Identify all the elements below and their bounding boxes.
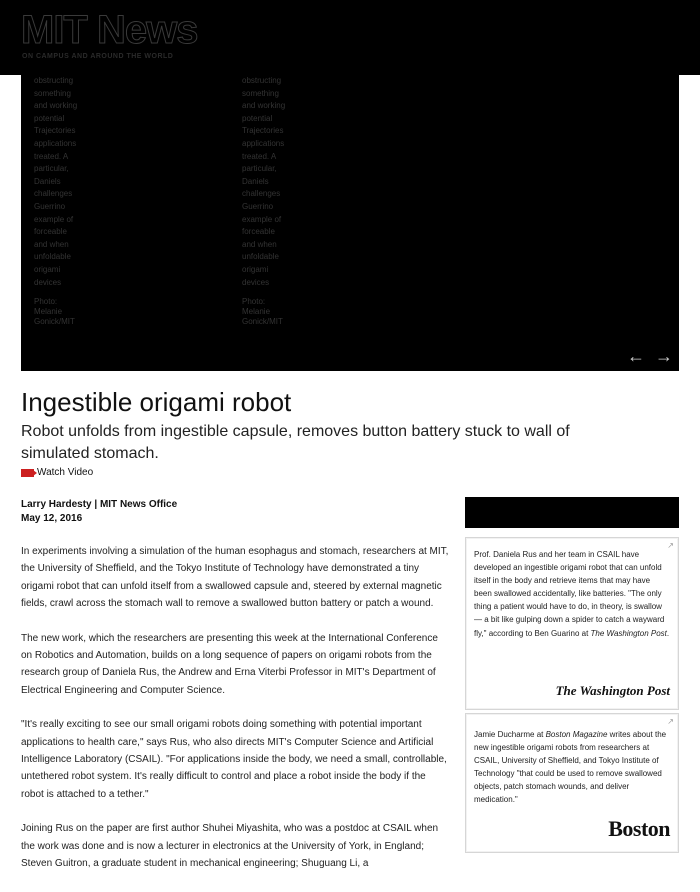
site-tagline: ON CAMPUS AND AROUND THE WORLD (22, 53, 174, 60)
press-card[interactable] (465, 537, 679, 710)
slide-caption-line: potential (34, 113, 65, 123)
slide-caption-line: example of (34, 214, 74, 224)
image-slideshow[interactable] (21, 75, 679, 371)
slide-caption-line: unfoldable (242, 252, 279, 262)
slide-caption-line: particular, (34, 164, 69, 174)
article-date: May 12, 2016 (21, 513, 83, 524)
slide-caption-line: challenges (34, 189, 73, 199)
slide-caption-line: applications (242, 138, 285, 148)
slide-photo-credit: Melanie (242, 307, 271, 317)
slide-caption-line: and working (242, 101, 286, 111)
article-paragraph: "It's really exciting to see our small origami robots doing something with potential important applications to health care," says Rus, who also directs MIT's Computer Science and Artificial Intelligence Laboratory (CSAIL). "For applications inside the body, we need a small, controllable, untethered robot system. It's really difficult to control and place a robot inside the body if the robot is attached to a tether." (21, 719, 447, 800)
slide-caption-line: example of (242, 214, 282, 224)
slide-caption-line: forceable (242, 227, 275, 237)
slide-caption-line: devices (34, 277, 62, 287)
article-author: Larry Hardesty | MIT News Office (21, 499, 178, 510)
slide-caption-line: treated. A (242, 151, 277, 161)
external-link-icon[interactable]: ↗ (667, 717, 674, 726)
slide-caption-line: particular, (242, 164, 277, 174)
video-camera-icon (21, 469, 34, 477)
slide-caption-line: something (242, 88, 279, 98)
slide-photo-credit: Gonick/MIT (242, 317, 283, 327)
slide-caption-line: obstructing (34, 76, 74, 85)
slide-caption-line: Trajectories (34, 126, 76, 136)
article-paragraph: Joining Rus on the paper are first author Shuhei Miyashita, who was a postdoc at CSAIL when the work was done and is now a lecturer in electronics at the University of York, in England; Steven Guitron, a graduate student in mechanical engineering; Shuguang Li, a (21, 823, 439, 870)
slide-caption-line: treated. A (34, 151, 69, 161)
site-logo[interactable]: MIT News (21, 8, 198, 52)
article-title: Ingestible origami robot (21, 387, 292, 417)
slide-caption-line: applications (34, 138, 77, 148)
slide-caption-line: unfoldable (34, 252, 71, 262)
watch-video-link[interactable] (21, 467, 93, 478)
watch-video-label: Watch Video (37, 467, 94, 478)
slide-caption-line: potential (242, 113, 273, 123)
article-paragraph: The new work, which the researchers are presenting this week at the International Conference on Robotics and Automation, builds on a long sequence of papers on origami robots from the research group of Daniela Rus, the Andrew and Erna Viterbi Professor in MIT's Department of Electrical Engineering and Computer Science. (21, 632, 438, 696)
arrow-left-icon[interactable]: ← (627, 346, 645, 366)
press-card-text: Jamie Ducharme at Boston Magazine writes about the new ingestible origami robots from researchers at CSAIL, University of Sheffield, and Tokyo Institute of Technology "that could be used to remove swallowed objects, patch stomach wounds, and deliver medication." (474, 730, 667, 805)
press-card[interactable] (465, 713, 679, 853)
slide-caption-line: Guerrino (242, 201, 274, 211)
slide-caption-line: Trajectories (242, 126, 284, 136)
slide-caption-line: something (34, 88, 71, 98)
slideshow-controls (627, 347, 673, 365)
slide-caption-line: devices (242, 277, 270, 287)
arrow-right-icon[interactable]: → (655, 346, 673, 366)
slide-photo-credit: Photo: (34, 297, 58, 307)
slide-caption-right (242, 75, 302, 327)
article-byline (21, 498, 177, 526)
slide-caption-line: Guerrino (34, 201, 66, 211)
slide-caption-line: challenges (242, 189, 281, 199)
slide-caption-line: Daniels (34, 176, 61, 186)
article-paragraph: In experiments involving a simulation of the human esophagus and stomach, researchers at MIT, the University of Sheffield, and the Tokyo Institute of Technology have demonstrated a tiny origami robot that can unfold itself from a swallowed capsule and, steered by external magnetic fields, crawl across the stomach wall to remove a swallowed button battery or patch a wound. (21, 546, 449, 610)
press-publication: Boston Magazine (545, 730, 608, 739)
slide-caption-line: and when (34, 239, 69, 249)
slide-caption-line: and working (34, 101, 78, 111)
slide-caption-line: origami (34, 264, 61, 274)
article-body (21, 543, 451, 890)
boston-magazine-logo: Boston (608, 816, 670, 841)
slide-caption-line: and when (242, 239, 277, 249)
site-header (0, 0, 700, 75)
slide-caption-line: obstructing (242, 76, 282, 85)
washington-post-logo: The Washington Post (555, 683, 670, 698)
article-subtitle: Robot unfolds from ingestible capsule, removes button battery stuck to wall of simulated stomach. (21, 423, 570, 462)
press-publication: The Washington Post (590, 628, 667, 638)
slide-photo-credit: Melanie (34, 307, 63, 317)
external-link-icon[interactable]: ↗ (667, 541, 674, 550)
slide-caption-left (34, 75, 94, 327)
slide-photo-credit: Photo: (242, 297, 266, 307)
slide-caption-line: Daniels (242, 176, 269, 186)
slide-photo-credit: Gonick/MIT (34, 317, 75, 327)
sidebar-header (465, 497, 679, 528)
press-card-text: Prof. Daniela Rus and her team in CSAIL have developed an ingestible origami robot that can unfold itself in the body and retrieve items that may have been swallowed accidentally, like batteries. "The only thing a patient would have to do, in theory, is swallow — a bit like gulping down a spider to catch a wayward fly," according to Ben Guarino at The Washington Post. (474, 550, 670, 638)
slide-caption-line: forceable (34, 227, 67, 237)
slide-caption-line: origami (242, 264, 269, 274)
